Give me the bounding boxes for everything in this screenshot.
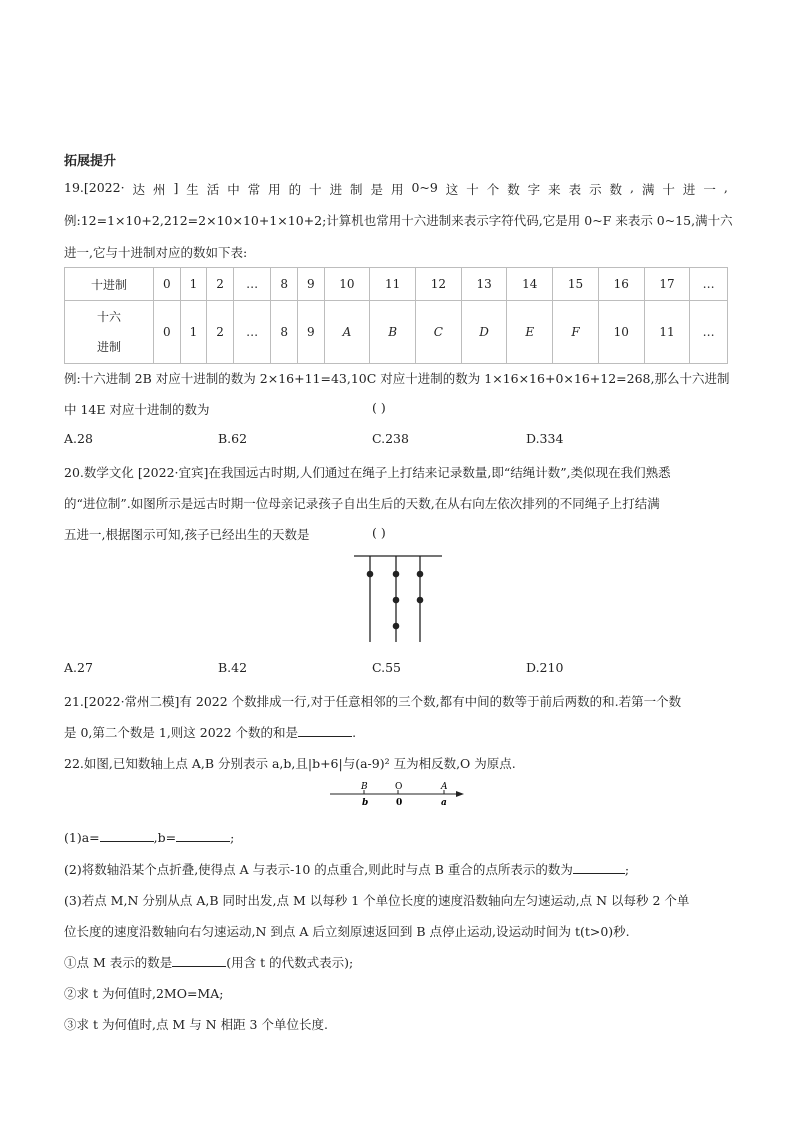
table-cell-hex: D [461, 301, 507, 364]
q22-s1-end: (用含 t 的代数式表示); [226, 955, 354, 970]
table-cell-hex: 8 [271, 301, 298, 364]
q22-sub2: ②求 t 为何值时,2MO=MA; [64, 986, 224, 1001]
table-cell-hex: 11 [644, 301, 690, 364]
table-header-hex-bottom: 进制 [96, 340, 121, 354]
q19-line1-token: 常 [247, 182, 261, 197]
value-label-zero: 0 [396, 798, 403, 808]
q22-part3-line2: 位长度的速度沿数轴向右匀速运动,N 到点 A 后立刻原速返回到 B 点停止运动,设运动时间为 t(t>0)秒. [64, 924, 630, 939]
table-cell-hex: E [507, 301, 553, 364]
q19-line5: 中 14E 对应十进制的数为 [64, 402, 210, 417]
table-header-decimal: 十进制 [65, 268, 154, 301]
table-cell-decimal: 11 [370, 268, 416, 301]
q22-p2-end: ; [624, 862, 630, 877]
q19-line1-token: 十 [466, 182, 479, 197]
q20-line3: 五进一,根据图示可知,孩子已经出生的天数是 [64, 527, 310, 542]
q22-sub3: ③求 t 为何值时,点 M 与 N 相距 3 个单位长度. [64, 1017, 328, 1032]
knot-middle-3 [393, 623, 400, 630]
q19-line1-token: 数 [609, 182, 623, 197]
q19-line1-token: 中 [227, 182, 240, 197]
table-cell-decimal: … [233, 268, 271, 301]
q19-line1-token: 满 [641, 182, 655, 197]
point-label-a: A [441, 782, 448, 792]
q19-line1-token: 19.[2022· [64, 180, 125, 195]
value-label-a: a [441, 798, 447, 808]
q19-line1 [64, 180, 728, 198]
q21-line1: 21.[2022·常州二模]有 2022 个数排成一行,对于任意相邻的三个数,都有中间的数等于前后两数的和.若第一个数 [64, 694, 682, 709]
q19-line1-token: 进 [682, 182, 696, 197]
knot-right-1 [417, 571, 424, 578]
q19-line2: 例:12=1×10+2,212=2×10×10+1×10+2;计算机也常用十六进制来表示字符代码,它是用 0~F 来表示 0~15,满十六 [64, 213, 733, 228]
point-label-o: O [395, 782, 403, 792]
q19-line1-token: 十 [662, 182, 675, 197]
q19-line1-token: ] [173, 180, 179, 195]
q22-part2 [64, 860, 629, 878]
q20-option-c: C.55 [372, 660, 401, 675]
table-cell-decimal: 16 [598, 268, 644, 301]
table-cell-hex: … [233, 301, 271, 364]
table-cell-hex: 9 [297, 301, 324, 364]
section-title: 拓展提升 [64, 154, 117, 169]
q19-line1-token: 的 [288, 182, 302, 197]
q19-line1-token: 个 [486, 182, 500, 197]
table-cell-hex: 1 [180, 301, 207, 364]
q19-line1-token: 是 [370, 182, 384, 197]
value-label-b: b [362, 798, 369, 808]
table-cell-decimal: 8 [271, 268, 298, 301]
base-conversion-table [64, 267, 728, 364]
q20-option-d: D.210 [526, 660, 564, 675]
q19-line1-token: 表 [568, 182, 582, 197]
knot-middle-2 [393, 597, 400, 604]
table-cell-hex: B [370, 301, 416, 364]
table-cell-decimal: 10 [324, 268, 370, 301]
q19-line1-token: 字 [527, 182, 541, 197]
q22-p1-end: ; [230, 830, 235, 845]
q21-line2 [64, 723, 356, 741]
q22-p1-b-label: ,b= [153, 830, 177, 845]
q19-line1-token: 州 [152, 182, 166, 197]
q21-line2-text: 是 0,第二个数是 1,则这 2022 个数的和是 [64, 725, 299, 740]
q19-line1-token: 进 [329, 182, 343, 197]
table-cell-hex: C [416, 301, 462, 364]
q19-line1-token: 生 [186, 182, 199, 197]
table-cell-hex: 0 [154, 301, 181, 364]
q19-line1-token: , [723, 180, 728, 195]
q22-p2-blank[interactable] [573, 861, 625, 874]
number-line-arrow [456, 791, 464, 797]
table-header-hex [65, 301, 154, 364]
q19-line1-token: 一 [703, 182, 716, 197]
table-cell-decimal: 13 [461, 268, 507, 301]
q22-part3-line1: (3)若点 M,N 分别从点 A,B 同时出发,点 M 以每秒 1 个单位长度的速度沿数轴向左匀速运动,点 N 以每秒 2 个单 [64, 893, 690, 908]
q19-line1-token: 十 [309, 182, 322, 197]
q20-line1: 20.数学文化 [2022·宜宾]在我国远古时期,人们通过在绳子上打结来记录数量,即“结绳计数”,类似现在我们熟悉 [64, 465, 671, 480]
table-cell-decimal: … [690, 268, 728, 301]
table-header-hex-top: 十六 [96, 310, 121, 324]
q22-p1-a-label: (1)a= [64, 830, 100, 845]
q19-line1-token: 用 [268, 182, 281, 197]
q19-line4: 例:十六进制 2B 对应十进制的数为 2×16+11=43,10C 对应十进制的数为 1×16×16+0×16+12=268,那么十六进制 [64, 371, 730, 386]
q22-p2-text: (2)将数轴沿某个点折叠,使得点 A 与表示-10 的点重合,则此时与点 B 重合的点所表示的数为 [64, 862, 573, 877]
q19-option-d: D.334 [526, 431, 564, 446]
q19-answer-paren: ( ) [372, 400, 386, 415]
table-cell-decimal: 12 [416, 268, 462, 301]
q19-line1-token: 数 [507, 182, 520, 197]
q22-b-blank[interactable] [176, 829, 230, 842]
knot-counting-figure [350, 550, 450, 646]
q22-s1-text: ①点 M 表示的数是 [64, 955, 173, 970]
table-cell-decimal: 0 [154, 268, 181, 301]
q20-option-b: B.42 [218, 660, 248, 675]
q19-line1-token: 制 [350, 182, 363, 197]
table-cell-decimal: 14 [507, 268, 553, 301]
q20-line2: 的“进位制”.如图所示是远古时期一位母亲记录孩子自出生后的天数,在从右向左依次排列的不同绳子上打结满 [64, 496, 660, 511]
q19-line1-token: 0~9 [411, 180, 438, 195]
q20-answer-paren: ( ) [372, 525, 386, 540]
q19-line1-token: , [630, 180, 634, 195]
q22-line1: 22.如图,已知数轴上点 A,B 分别表示 a,b,且|b+6|与(a-9)² 互为相反数,O 为原点. [64, 756, 516, 771]
q19-line3: 进一,它与十进制对应的数如下表: [64, 245, 248, 260]
q22-s1-blank[interactable] [172, 954, 226, 967]
knot-middle-1 [393, 571, 400, 578]
q19-option-c: C.238 [372, 431, 409, 446]
q22-a-blank[interactable] [100, 829, 154, 842]
table-cell-hex: A [324, 301, 370, 364]
q19-line1-token: 示 [589, 182, 602, 197]
table-cell-hex: 2 [207, 301, 234, 364]
q19-line1-token: 这 [445, 182, 459, 197]
q19-line1-token: 用 [390, 182, 404, 197]
q19-line1-token: 达 [132, 182, 146, 197]
table-cell-decimal: 1 [180, 268, 207, 301]
table-cell-hex: 10 [598, 301, 644, 364]
q21-line2-end: . [352, 725, 357, 740]
table-cell-decimal: 15 [553, 268, 599, 301]
q22-part1 [64, 829, 234, 845]
knot-right-2 [417, 597, 424, 604]
table-cell-decimal: 9 [297, 268, 324, 301]
q19-option-b: B.62 [218, 431, 248, 446]
number-line-figure [326, 780, 466, 810]
table-cell-hex: … [690, 301, 728, 364]
q19-line1-token: 活 [206, 182, 220, 197]
q19-line1-token: 来 [548, 182, 561, 197]
point-label-b: B [361, 782, 368, 792]
q21-answer-blank[interactable] [298, 724, 352, 737]
q20-option-a: A.27 [64, 660, 93, 675]
table-cell-decimal: 17 [644, 268, 690, 301]
q19-option-a: A.28 [64, 431, 93, 446]
table-cell-decimal: 2 [207, 268, 234, 301]
q22-sub1 [64, 953, 353, 971]
table-cell-hex: F [553, 301, 599, 364]
knot-left-1 [367, 571, 374, 578]
